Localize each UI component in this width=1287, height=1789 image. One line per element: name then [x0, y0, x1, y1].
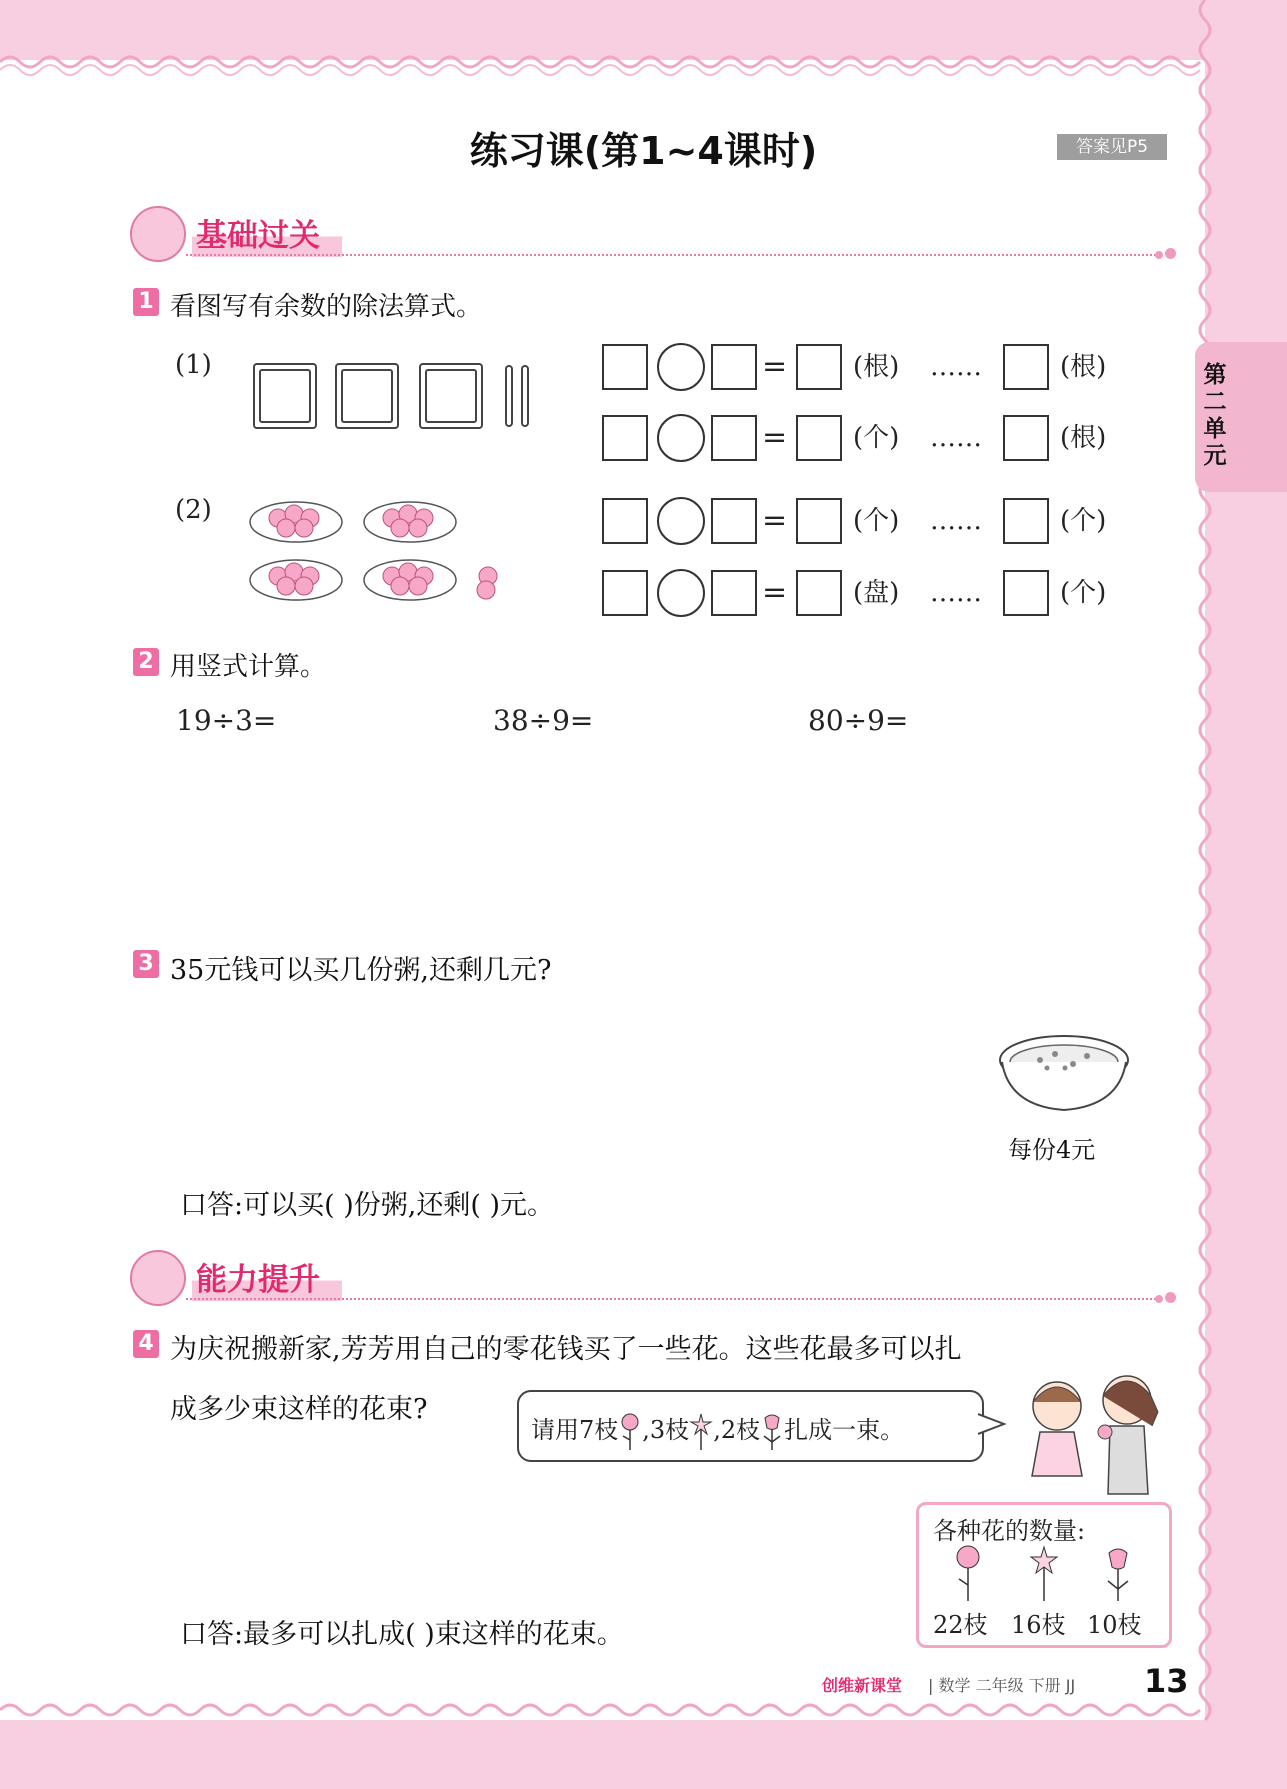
answer-box[interactable] [711, 415, 757, 461]
answer-box[interactable] [602, 570, 648, 616]
lily-icon [1029, 1545, 1059, 1603]
bubble-text [531, 1410, 904, 1452]
equals-sign: = [762, 349, 788, 384]
page-title: 练习课(第1~4课时) [469, 129, 818, 173]
answer-box[interactable] [796, 498, 842, 544]
tulip-icon [760, 1412, 784, 1452]
answer-box[interactable] [711, 498, 757, 544]
owl-mascot-icon [130, 206, 186, 262]
ellipsis: …… [930, 352, 982, 382]
decorative-dots [1155, 1288, 1176, 1307]
mascot-avatar-icon [130, 1250, 186, 1306]
ellipsis: …… [930, 578, 982, 608]
bubble-part-2: ,3枝 [642, 1416, 690, 1444]
bubble-part-1: 请用7枝 [531, 1416, 619, 1444]
operator-circle[interactable] [657, 569, 705, 617]
question-3-answer-line: 口答:可以买( )份粥,还剩( )元。 [180, 1190, 554, 1221]
remainder-box[interactable] [1003, 570, 1049, 616]
answer-reference-tag: 答案见P5 [1057, 134, 1167, 160]
question-number-2: 2 [133, 648, 159, 676]
bubble-tail [978, 1410, 1008, 1440]
price-label: 每份4元 [1008, 1136, 1096, 1164]
tulip-count: 10枝 [1087, 1611, 1142, 1639]
bottom-wave-border [0, 1700, 1205, 1726]
peach-plates-illustration [248, 492, 518, 610]
question-4-text-line-2: 成多少束这样的花束? [170, 1394, 428, 1425]
calculation-1: 19÷3= [176, 704, 277, 737]
top-wave-border [0, 52, 1205, 78]
answer-box[interactable] [796, 570, 842, 616]
answer-box[interactable] [602, 344, 648, 390]
answer-box[interactable] [711, 570, 757, 616]
operator-circle[interactable] [657, 497, 705, 545]
unit-side-tab-label: 第二单元 [1203, 362, 1227, 469]
equals-sign: = [762, 420, 788, 455]
decorative-dots [1155, 244, 1176, 263]
operator-circle[interactable] [657, 414, 705, 462]
lily-icon [689, 1412, 713, 1452]
equals-sign: = [762, 575, 788, 610]
unit-label: (个) [853, 506, 900, 536]
question-number-1: 1 [133, 288, 159, 316]
footer-info: | 数学 二年级 下册 JJ [928, 1676, 1076, 1695]
ellipsis: …… [930, 506, 982, 536]
unit-label: (根) [1060, 423, 1107, 453]
bubble-part-4: 扎成一束。 [784, 1416, 905, 1444]
remainder-box[interactable] [1003, 415, 1049, 461]
question-3-text: 35元钱可以买几份粥,还剩几元? [170, 955, 552, 986]
flower-box-title: 各种花的数量: [933, 1517, 1086, 1545]
calculation-2: 38÷9= [493, 704, 594, 737]
answer-box[interactable] [602, 415, 648, 461]
ellipsis: …… [930, 423, 982, 453]
girls-illustration [1012, 1372, 1172, 1496]
equals-sign: = [762, 503, 788, 538]
carnation-icon [953, 1545, 983, 1603]
question-2-text: 用竖式计算。 [170, 652, 327, 682]
unit-label: (根) [853, 352, 900, 382]
question-1-text: 看图写有余数的除法算式。 [170, 292, 483, 322]
lily-count: 16枝 [1011, 1611, 1066, 1639]
unit-label: (个) [1060, 578, 1107, 608]
question-number-3: 3 [133, 950, 159, 978]
dotted-divider [186, 254, 1156, 256]
answer-box[interactable] [796, 344, 842, 390]
tulip-icon [1103, 1545, 1133, 1603]
footer-brand: 创维新课堂 [822, 1676, 903, 1695]
sticks-squares-illustration [248, 360, 538, 432]
operator-circle[interactable] [657, 343, 705, 391]
remainder-box[interactable] [1003, 498, 1049, 544]
question-4-answer-line: 口答:最多可以扎成( )束这样的花束。 [180, 1619, 624, 1650]
section-title-advanced: 能力提升 [192, 1252, 342, 1301]
carnation-icon [618, 1412, 642, 1452]
answer-box[interactable] [602, 498, 648, 544]
page-number: 13 [1144, 1662, 1189, 1700]
section-header-advanced [126, 1248, 1176, 1308]
subquestion-label-2: (2) [175, 495, 212, 525]
question-number-4: 4 [133, 1330, 159, 1358]
section-title-basic: 基础过关 [192, 208, 342, 257]
unit-label: (个) [853, 423, 900, 453]
porridge-bowl-icon [995, 1030, 1133, 1118]
flower-count-box [916, 1502, 1172, 1648]
section-header-basic [126, 204, 1176, 264]
bubble-part-3: ,2枝 [713, 1416, 761, 1444]
answer-box[interactable] [796, 415, 842, 461]
subquestion-label-1: (1) [175, 350, 212, 380]
remainder-box[interactable] [1003, 344, 1049, 390]
right-wave-border [1190, 0, 1220, 1789]
unit-label: (根) [1060, 352, 1107, 382]
unit-label: (个) [1060, 506, 1107, 536]
unit-label: (盘) [853, 578, 900, 608]
question-4-text-line-1: 为庆祝搬新家,芳芳用自己的零花钱买了一些花。这些花最多可以扎 [170, 1334, 962, 1365]
answer-box[interactable] [711, 344, 757, 390]
carnation-count: 22枝 [933, 1611, 988, 1639]
speech-bubble [517, 1390, 984, 1462]
calculation-3: 80÷9= [808, 704, 909, 737]
dotted-divider [186, 1298, 1156, 1300]
